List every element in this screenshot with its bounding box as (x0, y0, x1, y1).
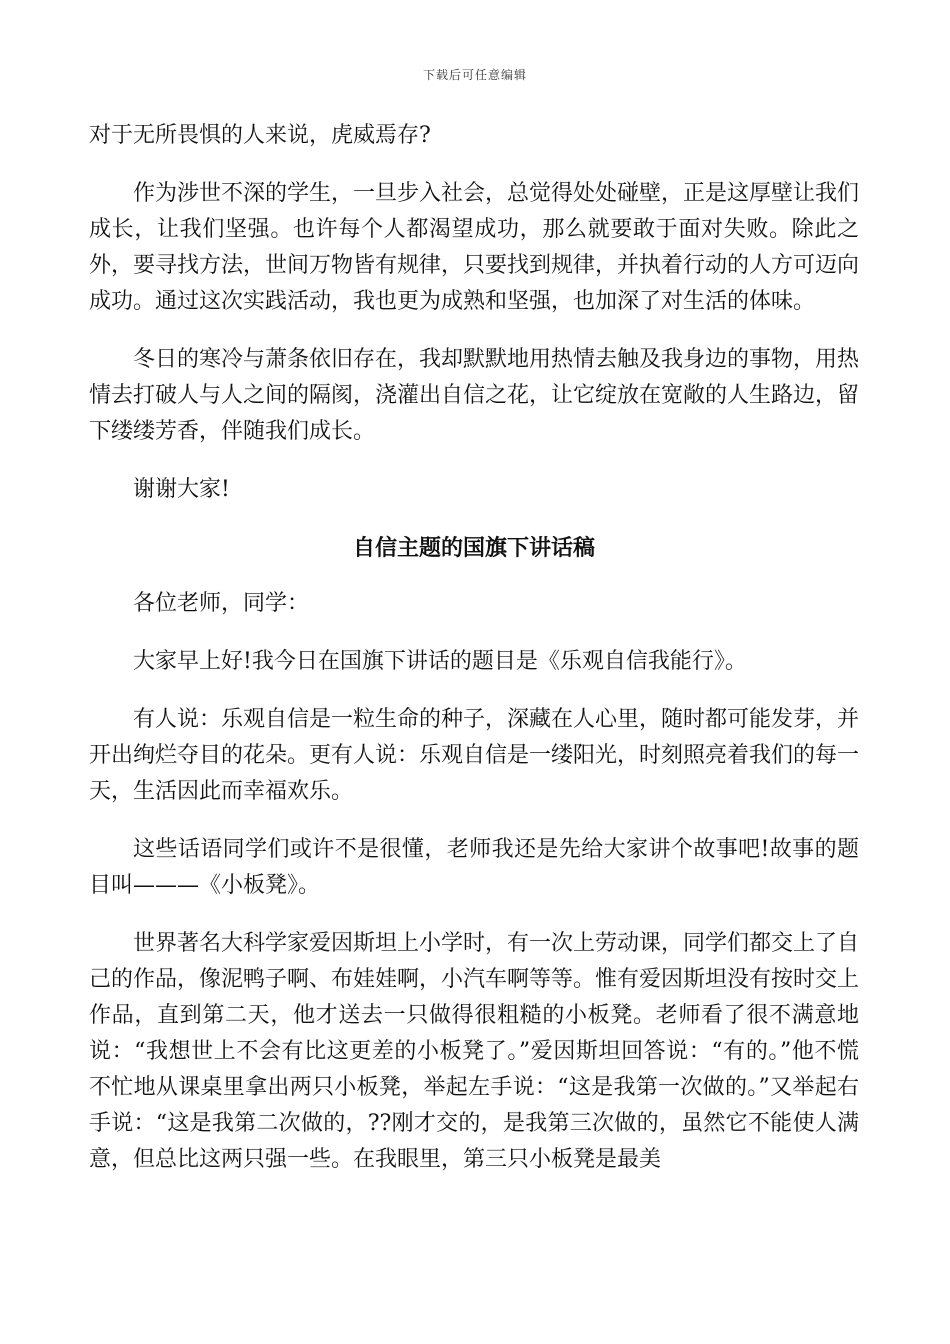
document-body (89, 118, 859, 1200)
paragraph: 对于无所畏惧的人来说，虎威焉存? (89, 123, 431, 148)
salutation: 各位老师，同学： (133, 591, 310, 616)
paragraph: 有人说：乐观自信是一粒生命的种子，深藏在人心里，随时都可能发芽，并开出绚烂夺目的花朵。更有人说：乐观自信是一缕阳光，时刻照亮着我们的每一天，生活因此而幸福欢乐。 (89, 707, 860, 804)
closing-thanks: 谢谢大家! (133, 477, 230, 502)
page-header: 下载后可任意编辑 (422, 68, 527, 82)
paragraph: 作为涉世不深的学生，一旦步入社会，总觉得处处碰壁，正是这厚壁让我们成长，让我们坚强。也许每个人都渴望成功，那么就要敢于面对失败。除此之外，要寻找方法，世间万物皆有规律，只要找到规律，并执着行动的人方可迈向成功。通过这次实践活动，我也更为成熟和坚强，也加深了对生活的体味。 (89, 181, 860, 314)
paragraph: 大家早上好!我今日在国旗下讲话的题目是《乐观自信我能行》。 (133, 649, 747, 674)
paragraph: 冬日的寒冷与萧条依旧存在，我却默默地用热情去触及我身边的事物，用热情去打破人与人之间的隔阂，浇灌出自信之花，让它绽放在宽敞的人生路边，留下缕缕芳香，伴随我们成长。 (89, 347, 860, 444)
paragraph: 世界著名大科学家爱因斯坦上小学时，有一次上劳动课，同学们都交上了自己的作品，像泥鸭子啊、布娃娃啊，小汽车啊等等。惟有爱因斯坦没有按时交上作品，直到第二天，他才送去一只做得很粗糙的小板凳。老师看了很不满意地说：“我想世上不会有比这更差的小板凳了。”爱因斯坦回答说：“有的。”他不慌不忙地从课桌里拿出两只小板凳，举起左手说：“这是我第一次做的。”又举起右手说：“这是我第二次做的，??刚才交的，是我第三次做的，虽然它不能使人满意，但总比这两只强一些。在我眼里，第三只小板凳是最美 (89, 931, 860, 1172)
section-title: 自信主题的国旗下讲话稿 (352, 535, 595, 561)
paragraph: 这些话语同学们或许不是很懂，老师我还是先给大家讲个故事吧!故事的题目叫———《小板凳》。 (89, 837, 859, 898)
